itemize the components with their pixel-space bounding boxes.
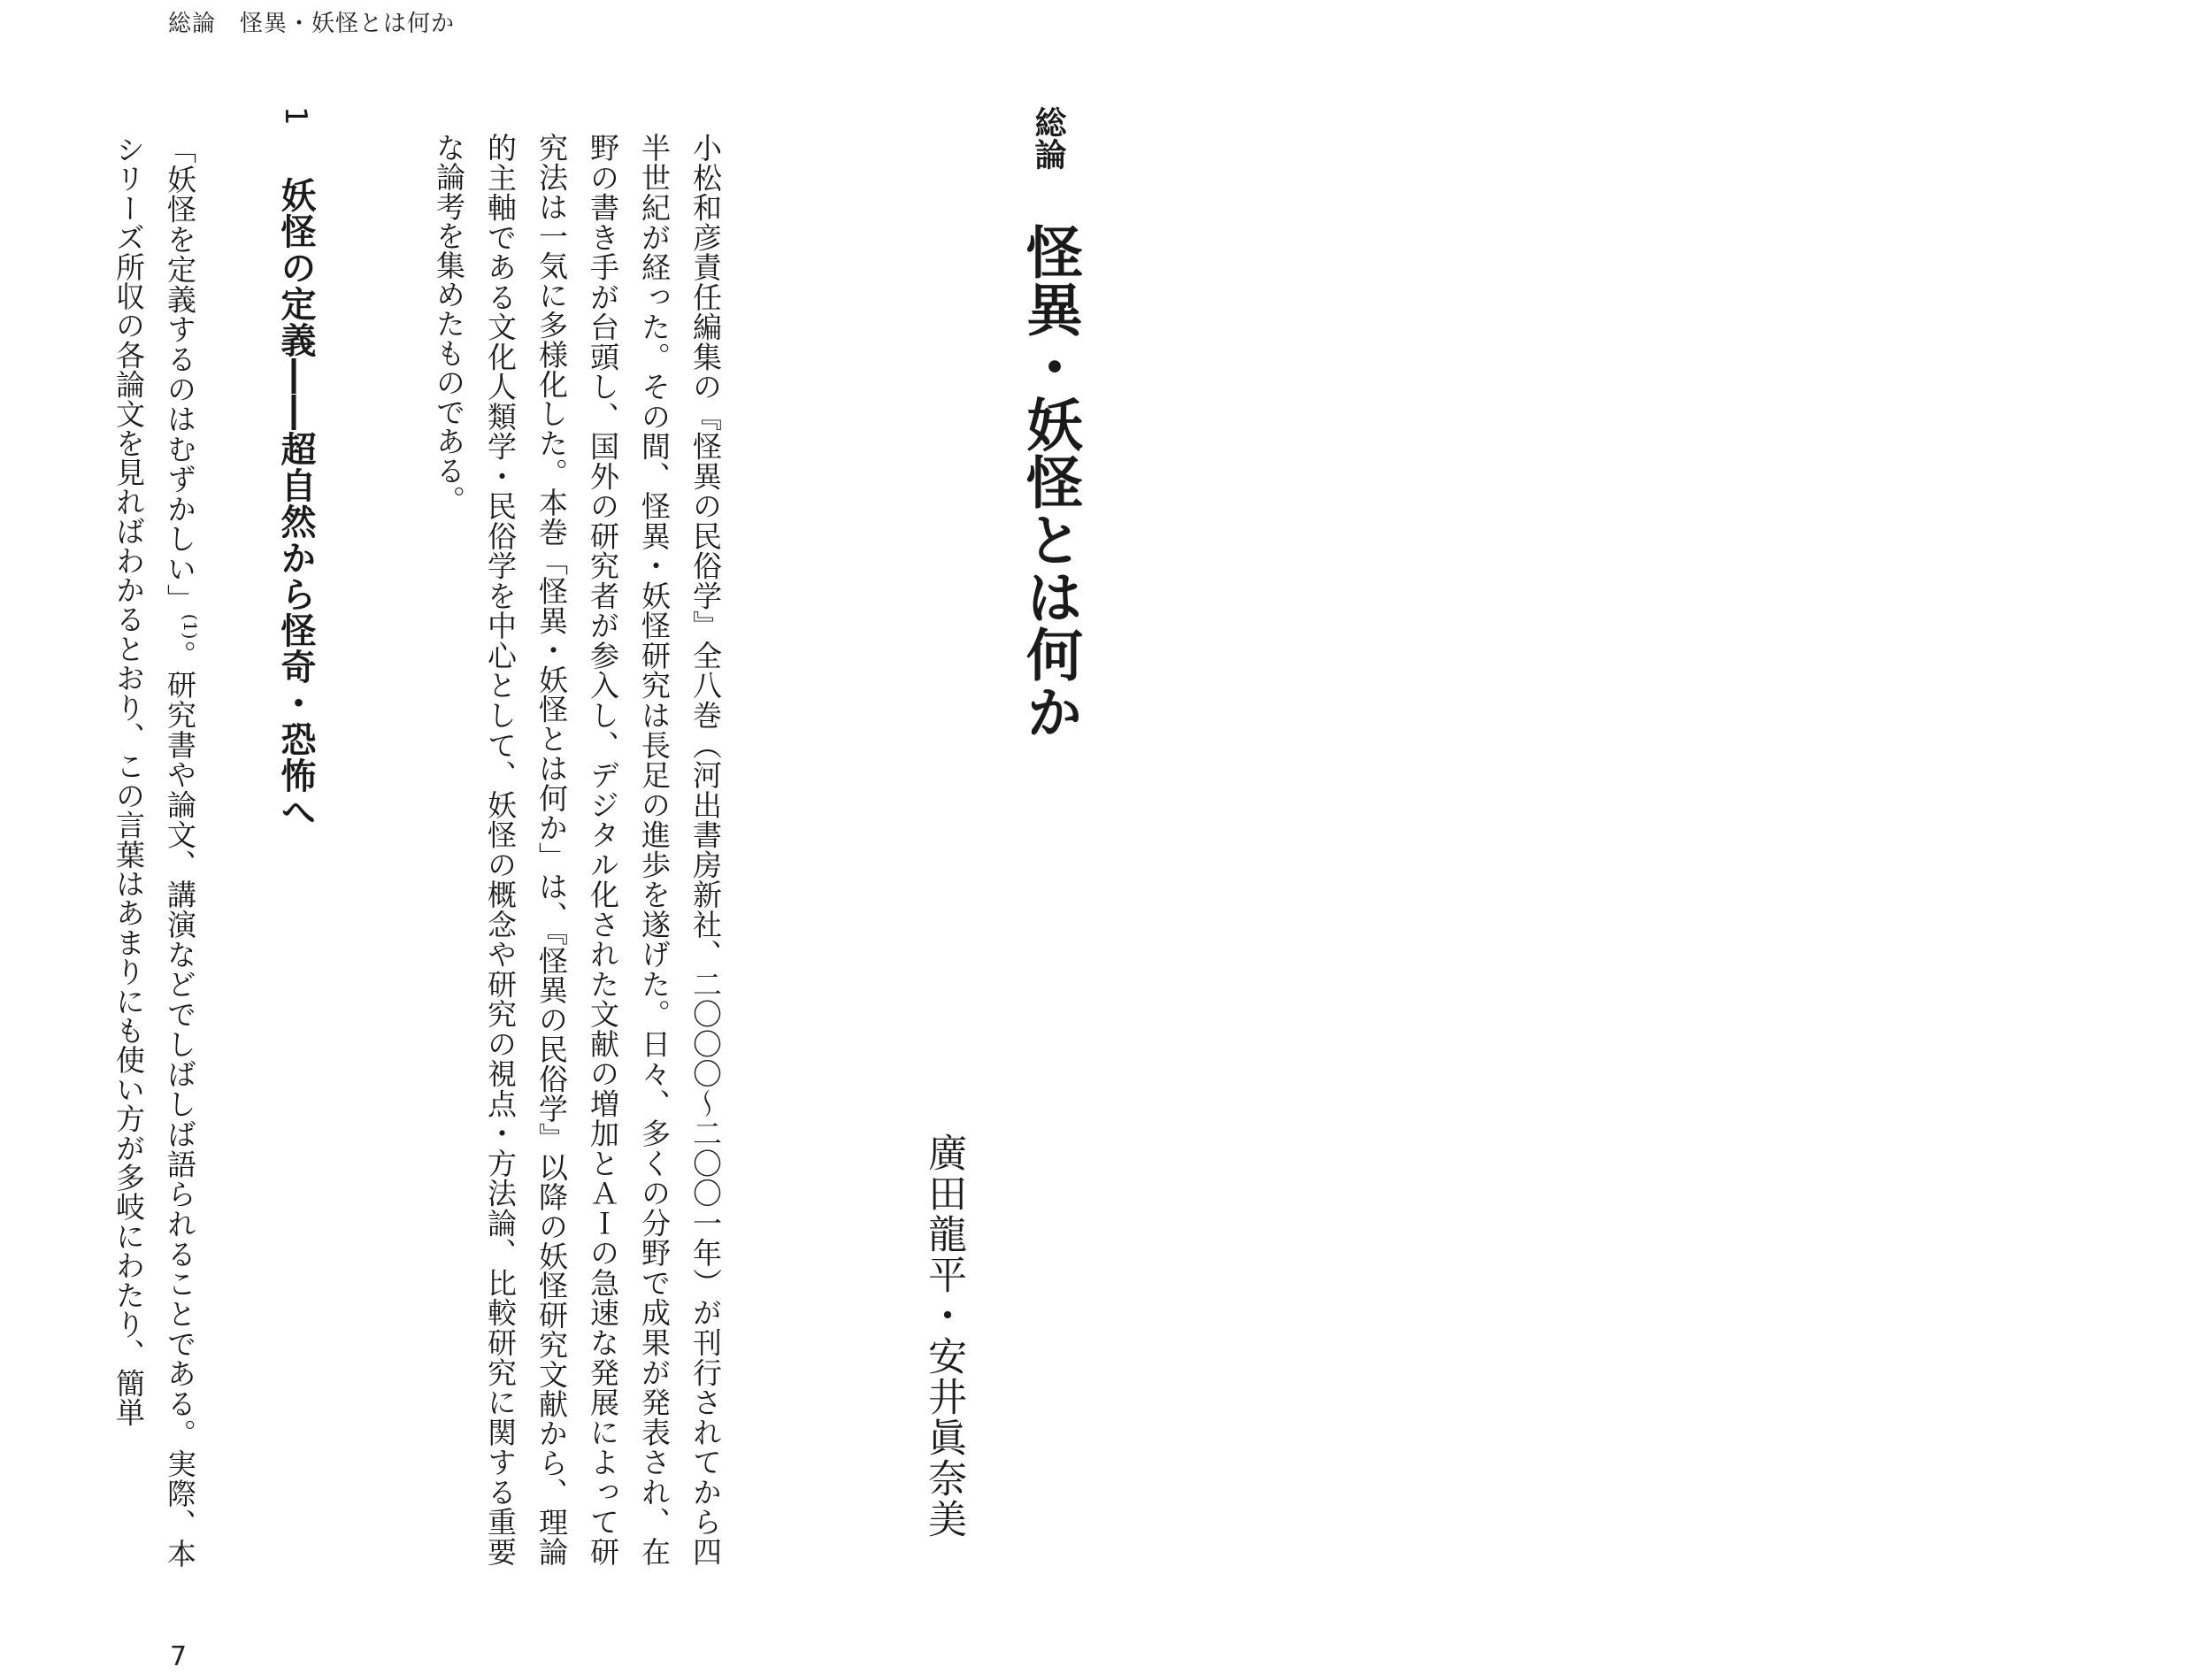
- body-text-after-note: 。研究書や論文、講演などでしばしば語られることである。実際、本シリーズ所収の各論文を見ればわかるとおり、この言葉はあまりにも使い方が多岐にわたり、簡単: [111, 134, 197, 1568]
- footnote-marker[interactable]: (1): [180, 613, 201, 640]
- intro-paragraph: 小松和彦責任編集の『怪異の民俗学』全八巻（河出書房新社、二〇〇〇〜二〇〇一年）が刊行されてから四半世紀が経った。その間、怪異・妖怪研究は長足の進歩を遂げた。日々、多くの分野で成果が発表され、在野の書き手が台頭し、国外の研究者が参入し、デジタル化された文献の増加とＡＩの急速な発展によって研究法は一気に多様化した。本巻「怪異・妖怪とは何か」は、『怪異の民俗学』以降の妖怪研究文献から、理論的主軸である文化人類学・民俗学を中心として、妖怪の概念や研究の視点・方法論、比較研究に関する重要な論考を集めたものである。: [432, 133, 723, 1566]
- article-authors: 廣田龍平・安井眞奈美: [921, 1133, 966, 1540]
- running-head: 総論 怪異・妖怪とは何か: [168, 11, 456, 37]
- article-label: 総論: [1030, 106, 1066, 170]
- section-number: 1: [278, 106, 313, 126]
- page-number: 7: [170, 1641, 188, 1672]
- body-text-before-note: 「妖怪を定義するのはむずかしい」: [163, 134, 197, 614]
- article-title: 怪異・妖怪とは何か: [1017, 223, 1082, 741]
- section-heading: 妖怪の定義――超自然から怪奇・恐怖へ: [275, 177, 316, 830]
- section-body-paragraph: [103, 134, 216, 1568]
